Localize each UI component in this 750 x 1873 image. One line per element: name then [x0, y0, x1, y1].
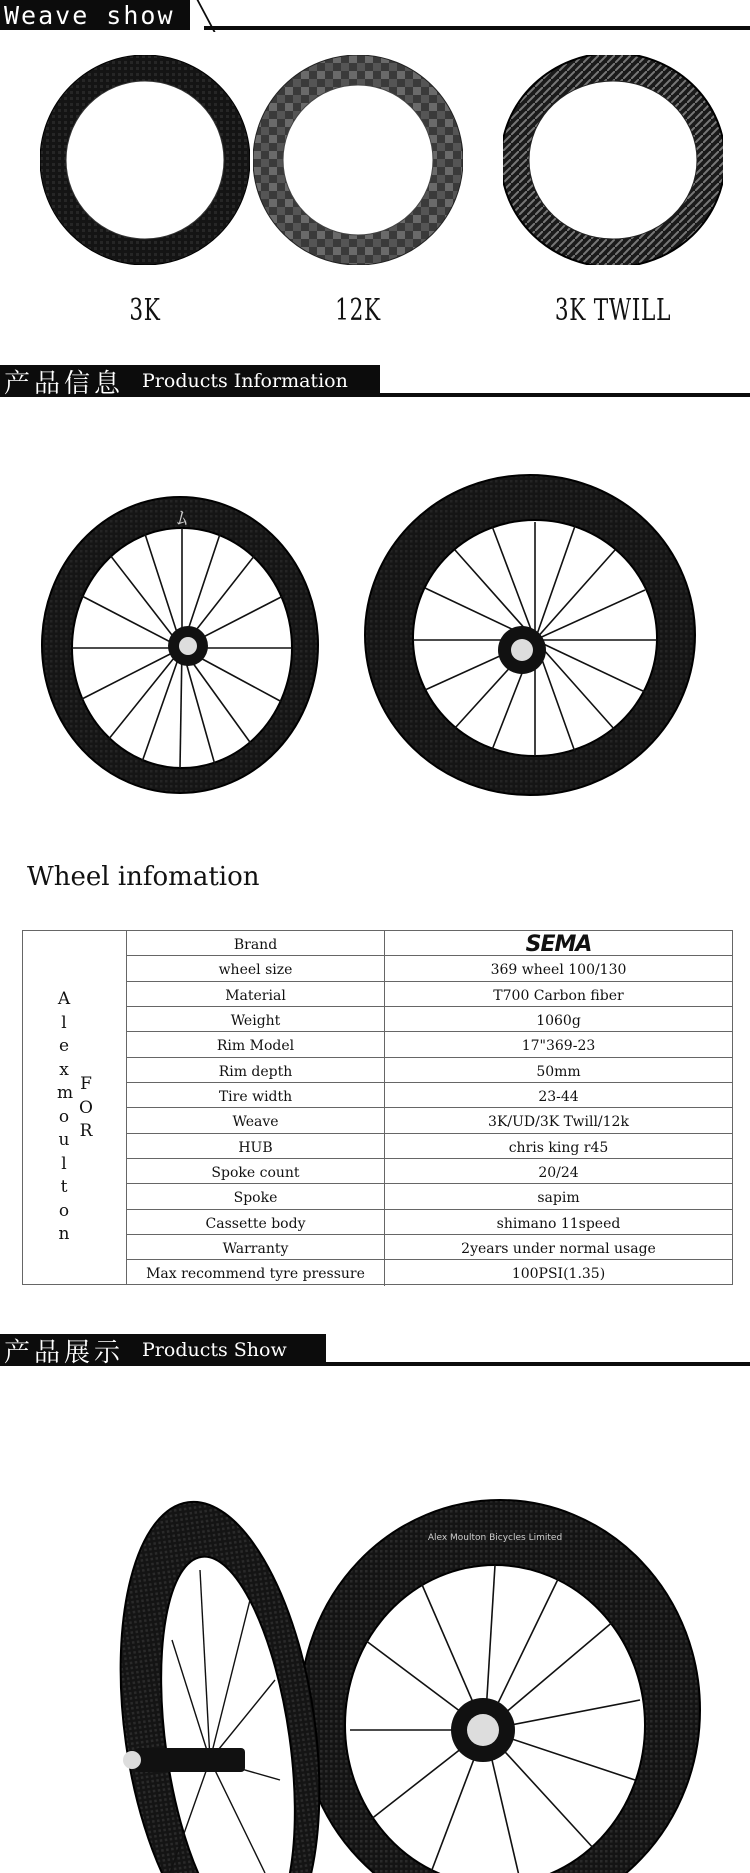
front-wheel: [42, 497, 318, 793]
weave-sample-3k: [30, 55, 260, 328]
side-label-alex-moulton: A l e x m o u l t o n: [57, 989, 74, 1244]
spec-value: 17"369-23: [521, 1038, 596, 1055]
spec-key: wheel size: [127, 956, 385, 980]
spec-value: 2years under normal usage: [461, 1241, 656, 1258]
spec-key: Weight: [127, 1007, 385, 1031]
brand-logo: SEMA: [525, 932, 592, 957]
table-row: [127, 1083, 732, 1108]
rear-wheel-angled: [300, 1500, 700, 1873]
rim-3k-image: [40, 55, 250, 265]
table-row: [127, 1210, 732, 1235]
spec-key: Rim depth: [127, 1058, 385, 1082]
products-information-en: Products Information: [142, 370, 348, 392]
products-show-cn: 产品展示: [4, 1337, 125, 1368]
table-row: [127, 1235, 732, 1260]
svg-text:ﾑ: ﾑ: [177, 506, 187, 530]
table-row: [127, 956, 732, 981]
table-row: [127, 1032, 732, 1057]
spec-value: shimano 11speed: [496, 1215, 621, 1232]
spec-value: 369 wheel 100/130: [490, 962, 627, 979]
weave-label-3k-twill: 3K TWILL: [554, 293, 672, 328]
spec-key: Material: [127, 982, 385, 1006]
spec-value: 3K/UD/3K Twill/12k: [488, 1114, 629, 1131]
spec-value: 50mm: [536, 1063, 581, 1080]
weave-sample-12k: [243, 55, 473, 328]
spec-key: Spoke count: [127, 1159, 385, 1183]
spec-key: Max recommend tyre pressure: [127, 1260, 385, 1285]
spec-value: T700 Carbon fiber: [493, 987, 624, 1004]
spec-key: Brand: [127, 931, 385, 955]
table-row: [127, 1134, 732, 1159]
table-row: [127, 1260, 732, 1285]
table-row: [127, 931, 732, 956]
spec-value: sapim: [537, 1190, 580, 1207]
table-row: [127, 1058, 732, 1083]
spec-key: Warranty: [127, 1235, 385, 1259]
table-row: [127, 982, 732, 1007]
spec-key: HUB: [127, 1134, 385, 1158]
weave-label-12k: 12K: [335, 293, 381, 328]
weave-show-header: [0, 0, 750, 30]
rim-3k-twill-image: [503, 55, 723, 265]
products-show-en: Products Show: [142, 1339, 287, 1361]
wheelset-photo: [30, 470, 710, 810]
table-row: [127, 1108, 732, 1133]
weave-show-title: Weave show: [0, 0, 190, 30]
table-row: [127, 1007, 732, 1032]
spec-side-label: [23, 931, 127, 1284]
spec-value: chris king r45: [508, 1139, 609, 1156]
spec-key: Tire width: [127, 1083, 385, 1107]
side-label-for: F O R: [79, 1074, 93, 1141]
spec-value: 20/24: [538, 1165, 579, 1182]
table-row: [127, 1184, 732, 1209]
weave-label-3k: 3K: [129, 293, 161, 328]
wheel-information-title: Wheel infomation: [27, 862, 260, 892]
rim-logo-text: Alex Moulton Bicycles Limited: [427, 1533, 563, 1543]
spec-key: Spoke: [127, 1184, 385, 1208]
spec-value: 100PSI(1.35): [511, 1266, 606, 1283]
product-show-photo: [100, 1480, 720, 1873]
rear-wheel: [365, 475, 695, 795]
spec-value: 23-44: [538, 1089, 579, 1106]
spec-table: [22, 930, 733, 1285]
spec-key: Cassette body: [127, 1210, 385, 1234]
products-information-cn: 产品信息: [4, 368, 125, 399]
products-information-header: [0, 365, 750, 397]
rim-12k-image: [253, 55, 463, 265]
table-row: [127, 1159, 732, 1184]
products-show-header: [0, 1334, 750, 1366]
weave-sample-3k-twill: [498, 55, 728, 328]
spec-value: 1060g: [536, 1013, 581, 1030]
spec-key: Rim Model: [127, 1032, 385, 1056]
spec-key: Weave: [127, 1108, 385, 1132]
